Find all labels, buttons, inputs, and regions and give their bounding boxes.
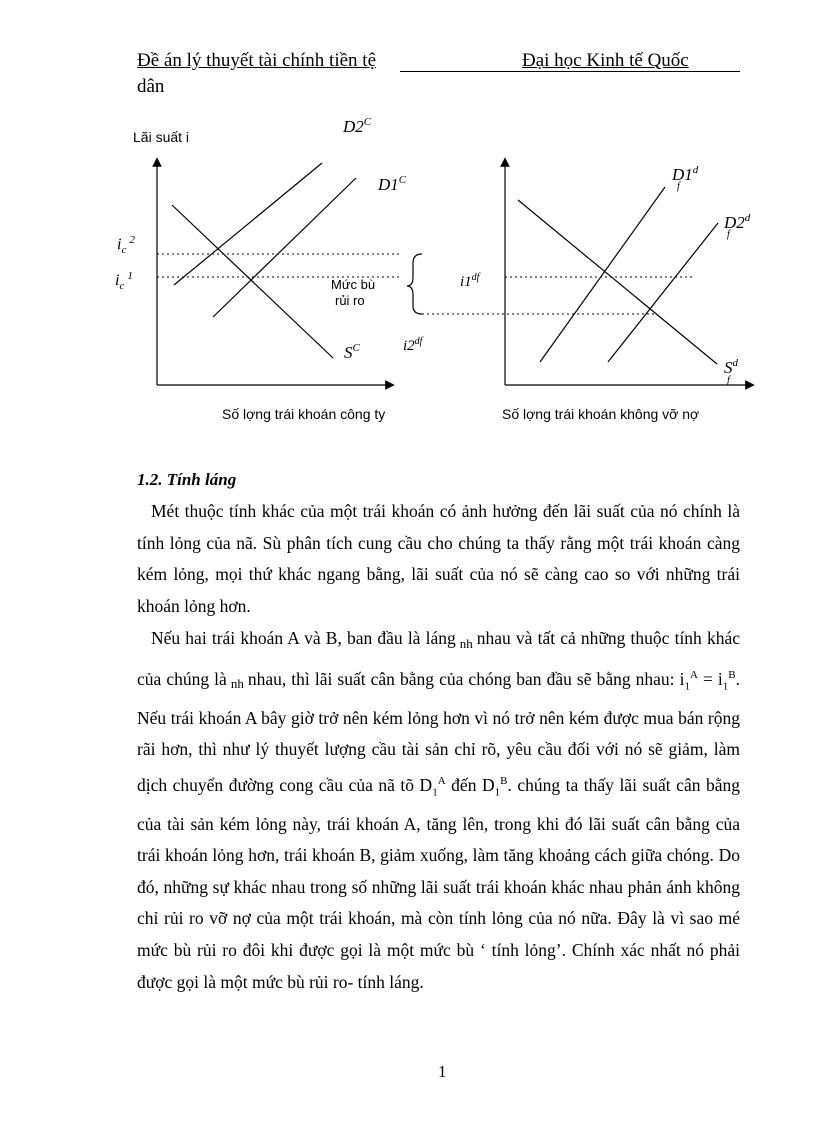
series-line-d1fd [540, 187, 665, 362]
right-panel [403, 162, 751, 422]
risk-premium-label-line1: Mức bù [331, 277, 376, 292]
series-label-d1fd: D1$^d$ [672, 164, 699, 184]
left-x-axis-label: Số lợng trái khoán công ty [222, 406, 386, 422]
right-x-axis-label: Số lợng trái khoán không vỡ nợ [502, 406, 700, 422]
figure-supply-demand [0, 0, 816, 440]
level-label-ic1: $i_c^1$ [115, 270, 133, 292]
series-line-d2c [174, 163, 322, 285]
series-label-d1fd-sub: f [677, 181, 680, 192]
header-title-left: Đề án lý thuyết tài chính tiền tệ [137, 50, 377, 71]
level-label-i2df: $i2^{df}$ [403, 336, 423, 354]
section-heading: 1.2. Tính láng [137, 470, 237, 489]
risk-premium-brace [407, 254, 422, 314]
series-label-sfd: $S^d$ [724, 357, 738, 377]
level-label-i1df: $i1^{df}$ [460, 272, 480, 290]
body-paragraph-2: Nếu hai trái khoán A và B, ban đầu là láng $_{nh}$ nhau và tất cả những thuộc tính khác của chúng là $_{nh}$ nhau, thì lãi suất cân bằng của chóng ban đầu sẽ bằng nhau: $i_1^A = i_1^B$. Nếu trái khoán A bây giờ trở nên kém lỏng hơn vì nó trở nên kém được mua bán rộng rãi hơn, thì như lý thuyết lượng cầu tài sản chỉ rõ, yêu cầu đối với nó sẽ giảm, làm dịch chuyển đường cong cầu của nã tõ $D_1^A$ đến $D_1^B$. chúng ta thấy lãi suất cân bằng của tài sản kém lỏng này, trái khoán A, tăng lên, trong khi đó lãi suất cân bằng của trái khoán lỏng hơn, trái khoán B, giảm xuống, làm tăng khoảng cách giữa chóng. Do đó, những sự khác nhau trong số những lãi suất trái khoán khác nhau phản ánh không chỉ rủi ro vỡ nợ của một trái khoán, mà còn tính lỏng của nó nữa. Đây là vì sao mé mức bù rủi ro đôi khi được gọi là một mức bù ‘ tính lỏng’. Chính xác nhất nó phải được gọi là một mức bù rủi ro- tính láng. [137, 628, 741, 992]
series-label-d2c: $D2^C$ [343, 116, 372, 136]
series-line-sc [172, 205, 333, 358]
series-label-d1c: $D1^C$ [378, 174, 407, 194]
left-panel [115, 116, 407, 422]
header-title-continuation: dân [137, 76, 165, 97]
series-label-d2fd-sub: f [727, 229, 730, 240]
page-number: 1 [438, 1062, 447, 1081]
level-label-ic2: $i_c^2$ [117, 234, 135, 256]
risk-premium-label-line2: rủi ro [335, 293, 365, 308]
body-paragraph-1: Mét thuộc tính khác của một trái khoán có ảnh hưởng đến lãi suất của nó chính là tính lỏng của nã. Sù phân tích cung cầu cho chúng ta thấy rằng một trái khoán càng kém lỏng, mọi thứ khác ngang bằng, lãi suất của nó sẽ càng cao so với những trái khoán lỏng hơn. [137, 501, 740, 616]
left-y-axis-label: Lãi suất i [133, 129, 190, 145]
series-label-sfd-sub: f [727, 375, 730, 386]
series-line-sfd [518, 200, 717, 364]
series-label-sc: $S^C$ [344, 342, 360, 362]
header-title-right: Đại học Kinh tế Quốc [522, 50, 689, 71]
series-label-d2fd: D2$^d$ [724, 212, 751, 232]
